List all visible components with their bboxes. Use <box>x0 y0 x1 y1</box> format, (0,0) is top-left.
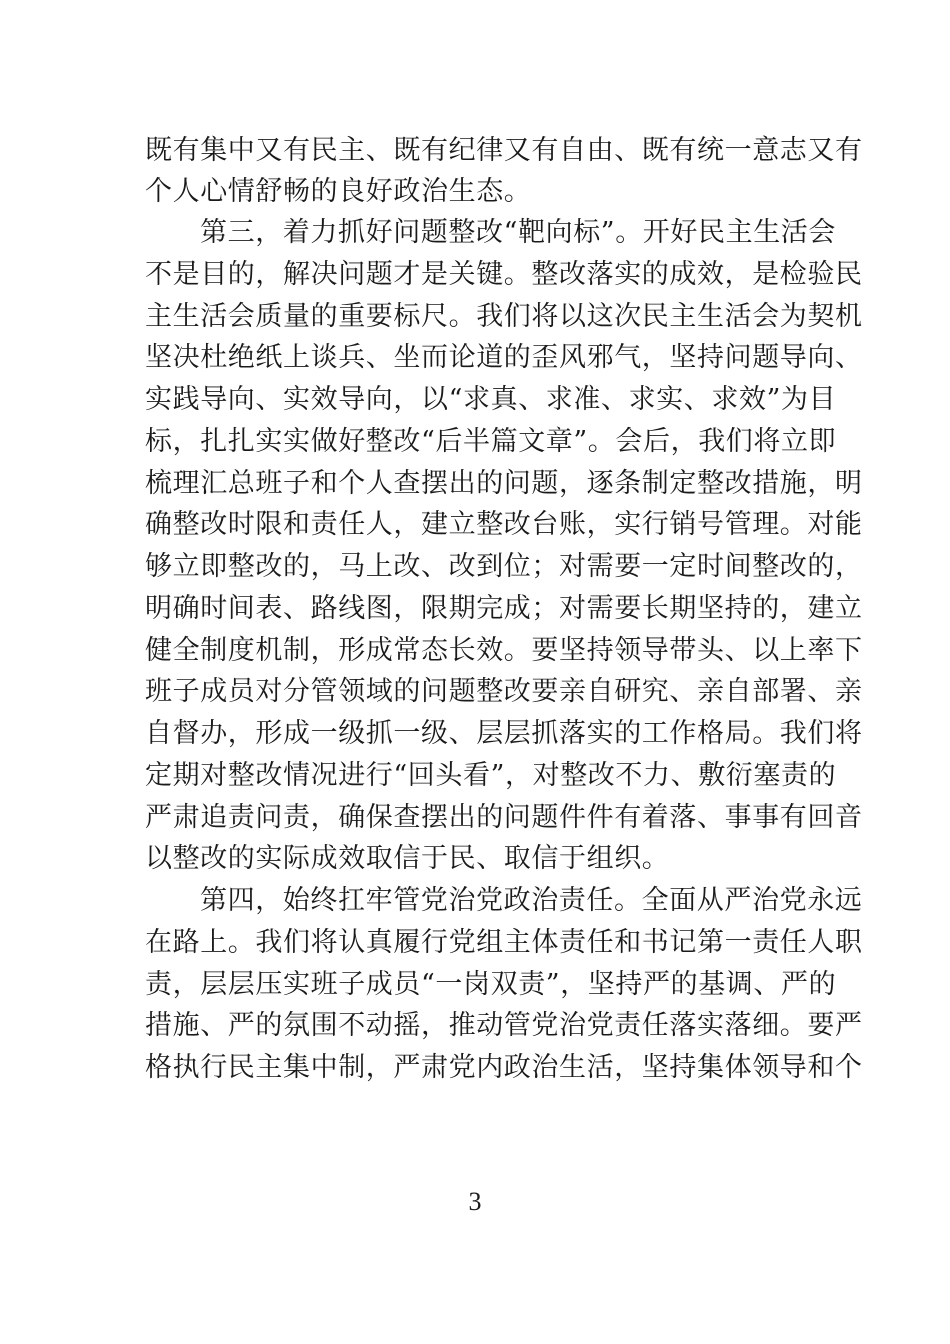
text-line-5: 主生活会质量的重要标尺。我们将以这次民主生活会为契机 <box>145 301 863 332</box>
text-line-21: 责，层层压实班子成员“一岗双责”，坚持严的基调、严的 <box>145 969 837 1000</box>
page-number: 3 <box>468 1187 482 1216</box>
text-line-16: 定期对整改情况进行“回头看”，对整改不力、敷衍塞责的 <box>145 760 837 791</box>
text-line-6: 坚决杜绝纸上谈兵、坐而论道的歪风邪气，坚持问题导向、 <box>145 342 863 373</box>
text-line-23: 格执行民主集中制，严肃党内政治生活，坚持集体领导和个 <box>145 1052 863 1083</box>
text-line-12: 明确时间表、路线图，限期完成；对需要长期坚持的，建立 <box>145 593 863 624</box>
text-line-18: 以整改的实际成效取信于民、取信于组织。 <box>145 843 670 874</box>
text-line-10: 确整改时限和责任人，建立整改台账，实行销号管理。对能 <box>145 509 863 540</box>
text-line-14: 班子成员对分管领域的问题整改要亲自研究、亲自部署、亲 <box>145 676 863 707</box>
text-line-1: 既有集中又有民主、既有纪律又有自由、既有统一意志又有 <box>145 135 863 166</box>
text-line-2: 个人心情舒畅的良好政治生态。 <box>145 176 532 207</box>
text-line-20: 在路上。我们将认真履行党组主体责任和书记第一责任人职 <box>145 927 863 958</box>
text-line-9: 梳理汇总班子和个人查摆出的问题，逐条制定整改措施，明 <box>145 468 863 499</box>
text-line-13: 健全制度机制，形成常态长效。要坚持领导带头、以上率下 <box>145 635 863 666</box>
paragraph-heading-third: 第三，着力抓好问题整改“靶向标”。开好民主生活会 <box>200 217 837 248</box>
text-line-15: 自督办，形成一级抓一级、层层抓落实的工作格局。我们将 <box>145 718 863 749</box>
text-line-22: 措施、严的氛围不动摇，推动管党治党责任落实落细。要严 <box>145 1010 863 1041</box>
text-line-7: 实践导向、实效导向，以“求真、求准、求实、求效”为目 <box>145 384 837 415</box>
paragraph-heading-fourth: 第四，始终扛牢管党治党政治责任。全面从严治党永远 <box>200 885 863 916</box>
text-line-17: 严肃追责问责，确保查摆出的问题件件有着落、事事有回音 <box>145 802 863 833</box>
text-line-4: 不是目的，解决问题才是关键。整改落实的成效，是检验民 <box>145 259 863 290</box>
text-line-8: 标，扎扎实实做好整改“后半篇文章”。会后，我们将立即 <box>145 426 837 457</box>
text-line-11: 够立即整改的，马上改、改到位；对需要一定时间整改的， <box>145 551 863 582</box>
